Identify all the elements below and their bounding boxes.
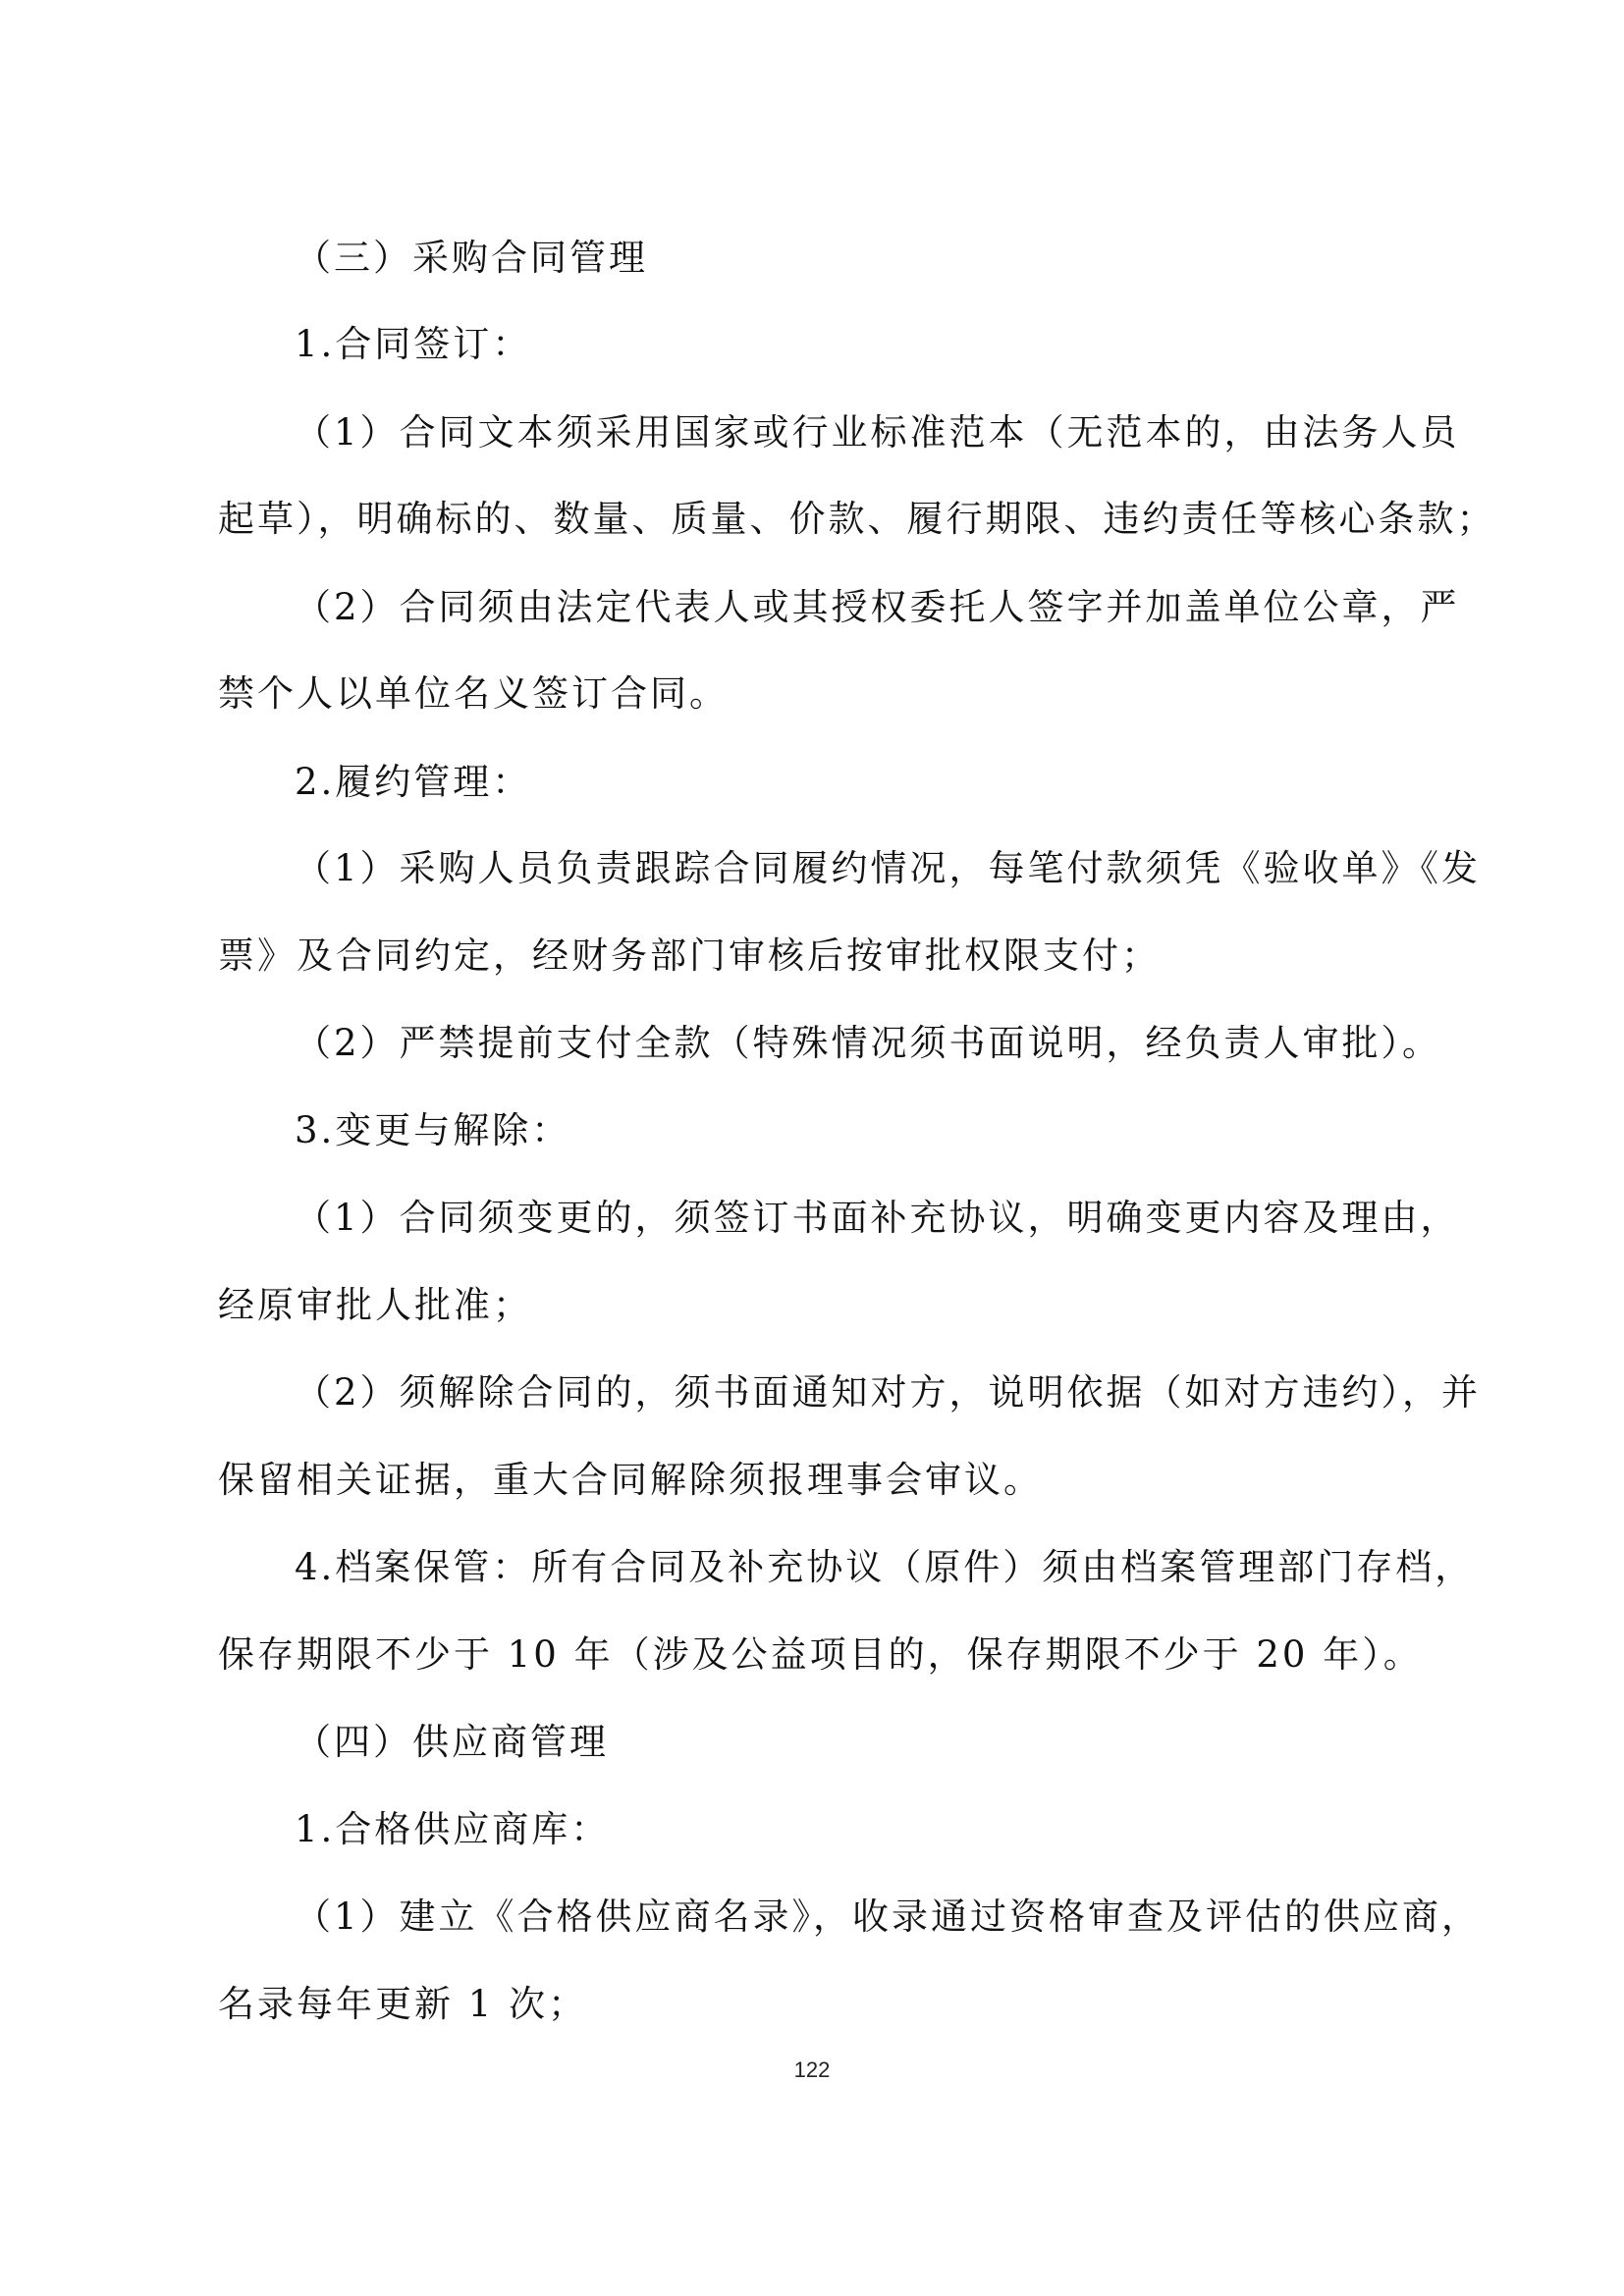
paragraph-line: 名录每年更新 1 次；: [218, 1983, 588, 2025]
paragraph-line: 禁个人以单位名义签订合同。: [218, 672, 729, 715]
paragraph-line: 票》及合同约定，经财务部门审核后按审批权限支付；: [218, 934, 1161, 977]
paragraph-line: （2）合同须由法定代表人或其授权委托人签字并加盖单位公章，严: [295, 586, 1460, 628]
subheading-contract-signing: 1.合同签订：: [295, 323, 532, 365]
paragraph-line: （1）合同须变更的，须签订书面补充协议，明确变更内容及理由，: [295, 1197, 1460, 1239]
subheading-change-termination: 3.变更与解除：: [295, 1109, 571, 1151]
subheading-supplier-pool: 1.合格供应商库：: [295, 1808, 611, 1850]
subheading-performance: 2.履约管理：: [295, 761, 532, 803]
paragraph-line: （1）建立《合格供应商名录》，收录通过资格审查及评估的供应商，: [295, 1896, 1482, 1938]
paragraph-line: 经原审批人批准；: [218, 1284, 532, 1326]
paragraph-line: 保留相关证据，重大合同解除须报理事会审议。: [218, 1459, 1043, 1501]
paragraph-line: （2）严禁提前支付全款（特殊情况须书面说明，经负责人审批）。: [295, 1022, 1442, 1064]
paragraph-line: 起草），明确标的、数量、质量、价款、履行期限、违约责任等核心条款；: [218, 498, 1496, 540]
paragraph-line: （1）采购人员负责跟踪合同履约情况，每笔付款须凭《验收单》《发: [295, 847, 1482, 889]
section-heading-3: （三）采购合同管理: [295, 237, 648, 279]
page-number: 122: [793, 2057, 831, 2082]
paragraph-line: （2）须解除合同的，须书面通知对方，说明依据（如对方违约），并: [295, 1371, 1482, 1414]
paragraph-line: 保存期限不少于 10 年（涉及公益项目的，保存期限不少于 20 年）。: [218, 1633, 1423, 1676]
section-heading-4: （四）供应商管理: [295, 1721, 609, 1763]
paragraph-line: （1）合同文本须采用国家或行业标准范本（无范本的，由法务人员: [295, 411, 1460, 454]
paragraph-line: 4.档案保管：所有合同及补充协议（原件）须由档案管理部门存档，: [295, 1546, 1475, 1588]
